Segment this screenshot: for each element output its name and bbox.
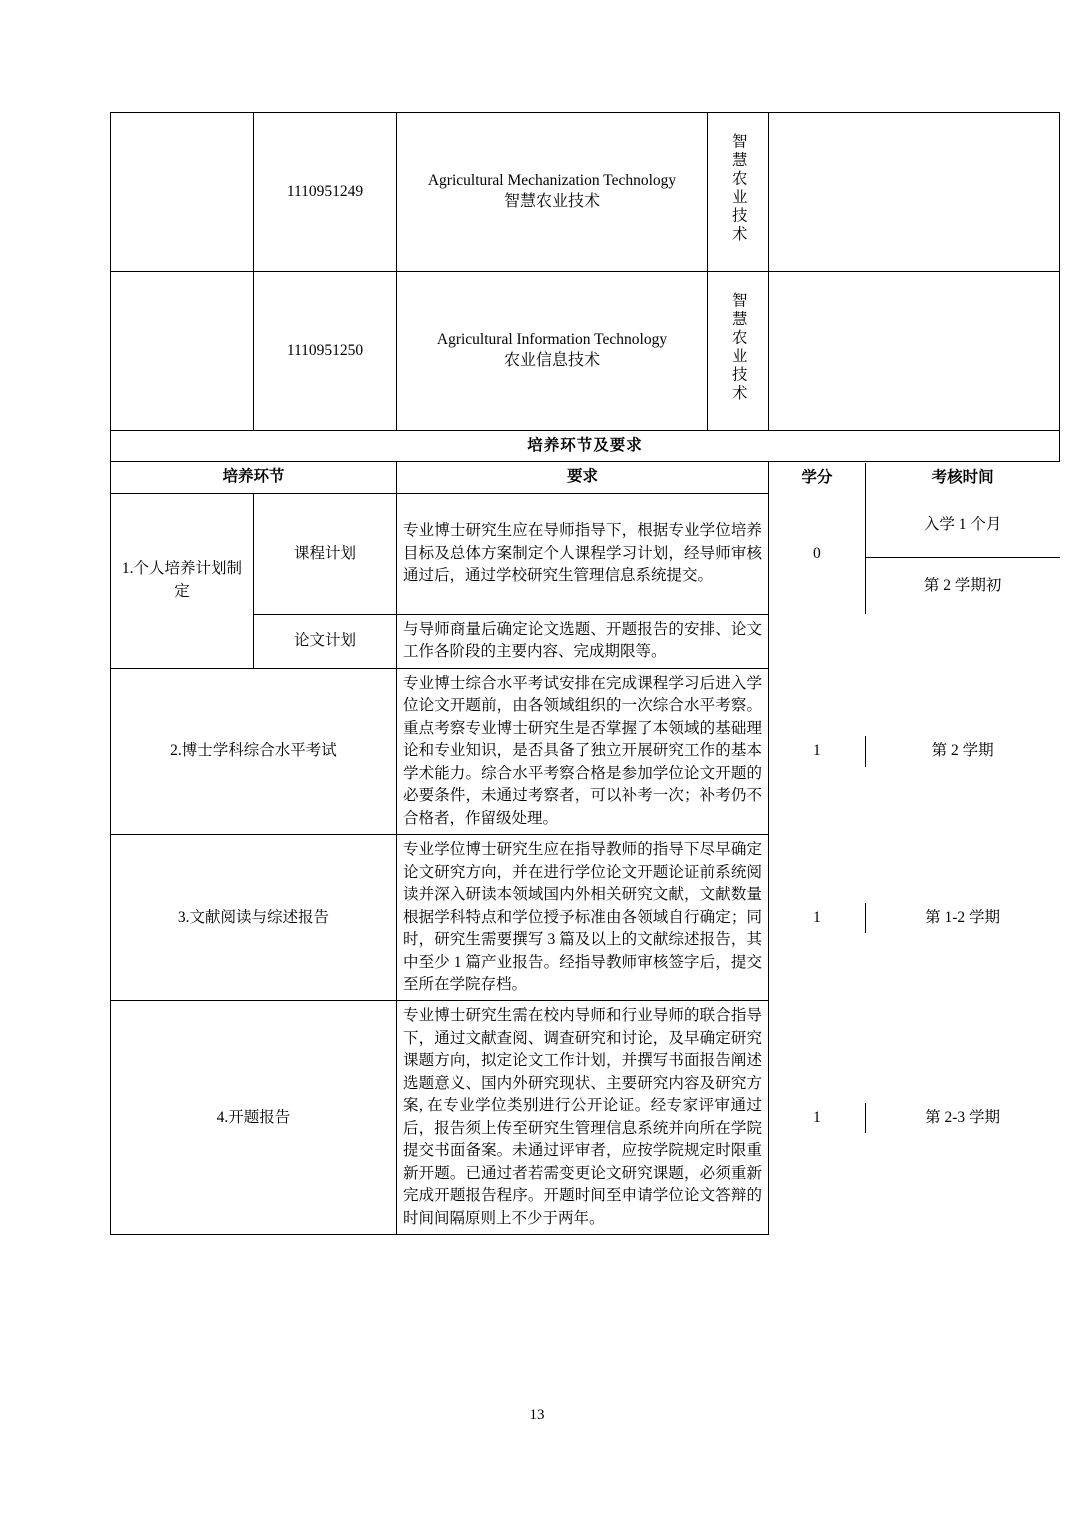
substage-label: 课程计划 bbox=[254, 493, 397, 614]
course-name-zh: 农业信息技术 bbox=[503, 351, 600, 369]
credit-value: 1 bbox=[769, 1103, 865, 1133]
assessment-time-value: 入学 1 个月 bbox=[865, 493, 1059, 558]
empty-cell bbox=[111, 272, 254, 431]
table-row bbox=[111, 113, 1060, 272]
table-row bbox=[111, 835, 1060, 1001]
course-name-en: Agricultural Information Technology bbox=[436, 330, 668, 348]
course-code: 1110951249 bbox=[254, 113, 397, 272]
course-category-vertical-text: 智慧农业技术 bbox=[729, 132, 747, 244]
assessment-time-value: 第 1-2 学期 bbox=[925, 908, 1001, 926]
requirement-text: 专业博士研究生应在导师指导下，根据专业学位培养目标及总体方案制定个人课程学习计划，经导师审核通过后，通过学校研究生管理信息系统提交。 bbox=[397, 493, 769, 614]
requirement-text: 与导师商量后确定论文选题、开题报告的安排、论文工作各阶段的主要内容、完成期限等。 bbox=[397, 614, 769, 668]
table-row bbox=[111, 614, 1060, 668]
table-row bbox=[111, 668, 1060, 834]
table-row bbox=[111, 272, 1060, 431]
course-code: 1110951250 bbox=[254, 272, 397, 431]
assessment-time-value: 第 2 学期初 bbox=[865, 558, 1059, 615]
course-name bbox=[397, 272, 708, 431]
requirement-text: 专业学位博士研究生应在指导教师的指导下尽早确定论文研究方向，并在进行学位论文开题论证前系统阅读并深入研读本领域国内外相关研究文献，文献数量根据学科特点和学位授予标准由各领域自行确定；同时，研究生需要撰写 3 篇及以上的文献综述报告，其中至少 1 篇产业报告。经指导教师审核签字后，提交至所在学院存档。 bbox=[397, 835, 769, 1001]
assessment-time-value: 第 2-3 学期 bbox=[925, 1108, 1001, 1126]
empty-cell bbox=[111, 113, 254, 272]
credit-time-group bbox=[769, 493, 1060, 614]
credit-value: 1 bbox=[769, 736, 865, 766]
header-stage: 培养环节 bbox=[111, 462, 397, 493]
section-header-row bbox=[111, 462, 1060, 493]
stage-label: 4.开题报告 bbox=[111, 1001, 397, 1235]
requirement-text: 专业博士研究生需在校内导师和行业导师的联合指导下，通过文献查阅、调查研究和讨论，及早确定研究课题方向，拟定论文工作计划，并撰写书面报告阐述选题意义、国内外研究现状、主要研究内容及研究方案, 在专业学位类别进行公开论证。经专家评审通过后，报告须上传至研究生管理信息系统并向所在学院提交书面备案。未通过评审者，应按学院规定时限重新开题。已通过者若需变更论文研究课题，必须重新完成开题报告程序。开题时间至申请学位论文答辩的时间间隔原则上不少于两年。 bbox=[397, 1001, 769, 1235]
stage-label: 3.文献阅读与综述报告 bbox=[111, 835, 397, 1001]
credit-value: 1 bbox=[769, 903, 865, 933]
credit-time-group bbox=[769, 1001, 1060, 1235]
header-assessment-time: 考核时间 bbox=[865, 463, 1059, 493]
course-category bbox=[708, 113, 769, 272]
stage-label: 1.个人培养计划制定 bbox=[111, 493, 254, 668]
section-title-row bbox=[111, 431, 1060, 462]
header-credit-time bbox=[769, 462, 1060, 493]
course-name-en: Agricultural Mechanization Technology bbox=[427, 171, 677, 189]
course-category bbox=[708, 272, 769, 431]
assessment-time-value: 第 2 学期 bbox=[931, 742, 994, 760]
table-row bbox=[111, 493, 1060, 614]
curriculum-table bbox=[110, 112, 1060, 1235]
course-category-vertical-text: 智慧农业技术 bbox=[729, 291, 747, 403]
stage-label: 2.博士学科综合水平考试 bbox=[111, 668, 397, 834]
section-title: 培养环节及要求 bbox=[111, 431, 1060, 462]
table-row bbox=[111, 1001, 1060, 1235]
header-requirement: 要求 bbox=[397, 462, 769, 493]
empty-cell bbox=[769, 272, 1060, 431]
credit-time-group bbox=[769, 835, 1060, 1001]
requirement-text: 专业博士综合水平考试安排在完成课程学习后进入学位论文开题前，由各领域组织的一次综合水平考察。重点考察专业博士研究生是否掌握了本领域的基础理论和专业知识，是否具备了独立开展研究工作的基本学术能力。综合水平考察合格是参加学位论文开题的必要条件，未通过考察者，可以补考一次；补考仍不合格者，作留级处理。 bbox=[397, 668, 769, 834]
credit-time-group bbox=[769, 668, 1060, 834]
empty-cell bbox=[769, 113, 1060, 272]
course-name bbox=[397, 113, 708, 272]
credit-value: 0 bbox=[769, 493, 865, 614]
page-number: 13 bbox=[529, 1407, 545, 1423]
course-name-zh: 智慧农业技术 bbox=[503, 192, 600, 210]
substage-label: 论文计划 bbox=[254, 614, 397, 668]
header-credit: 学分 bbox=[769, 463, 865, 493]
